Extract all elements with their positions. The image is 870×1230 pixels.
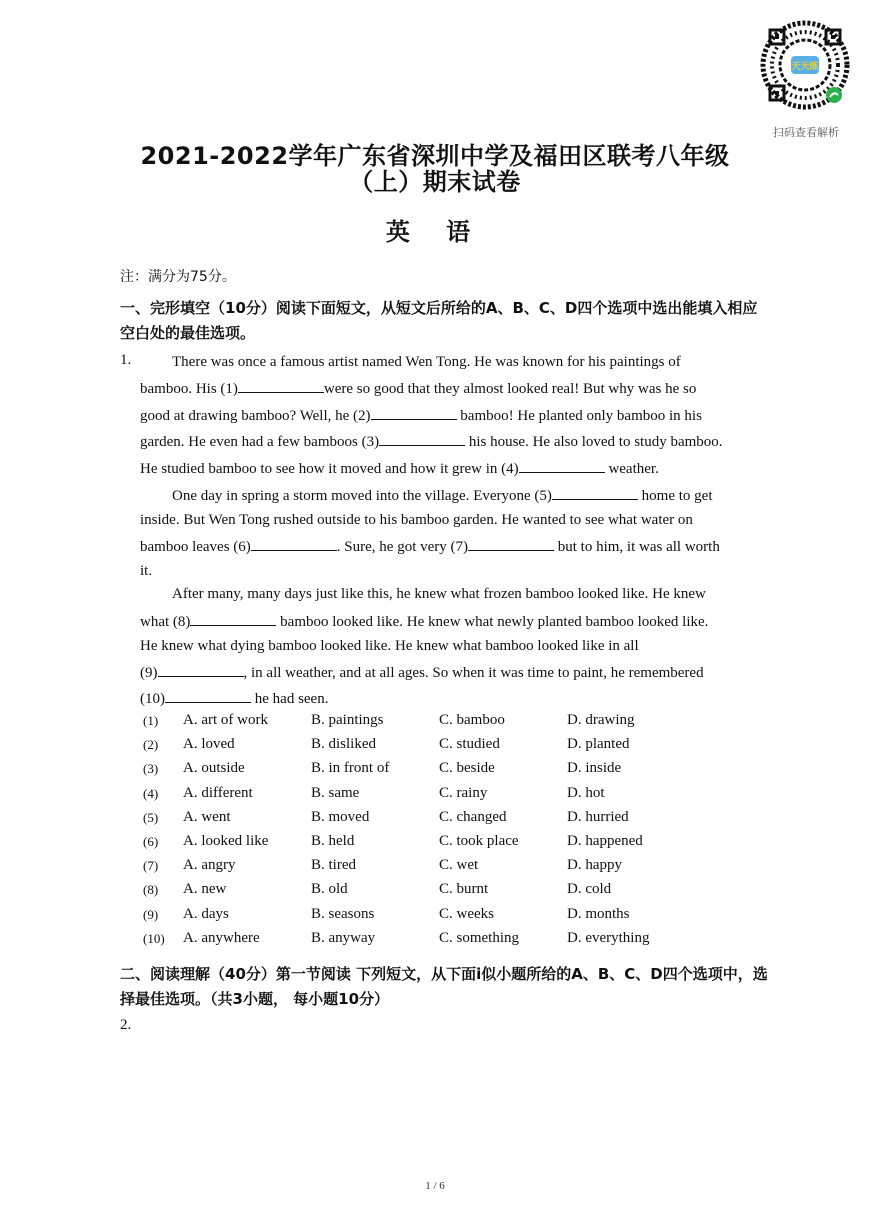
passage-text: were so good that they almost looked real! But why was he so bbox=[323, 381, 697, 397]
subject-title: 英 语 bbox=[385, 218, 485, 246]
passage-text: bamboo leaves (6) bbox=[140, 539, 251, 555]
option-b[interactable]: B. tired bbox=[311, 857, 356, 873]
option-c[interactable]: C. rainy bbox=[439, 785, 488, 801]
option-number: (10) bbox=[143, 931, 165, 946]
passage-line bbox=[172, 485, 713, 506]
passage-text: inside. But Wen Tong rushed outside to his bamboo garden. He wanted to see what water on bbox=[140, 512, 693, 528]
passage-line bbox=[140, 431, 723, 452]
option-number: (9) bbox=[143, 907, 159, 922]
passage-line bbox=[140, 611, 708, 632]
passage-text: He knew what dying bamboo looked like. He knew what bamboo looked like in all bbox=[140, 638, 639, 654]
passage-text: what (8) bbox=[140, 614, 191, 630]
option-c[interactable]: C. burnt bbox=[439, 881, 489, 897]
mini-program-icon bbox=[826, 87, 842, 103]
answer-blank[interactable] bbox=[190, 611, 276, 626]
option-b[interactable]: B. anyway bbox=[311, 930, 376, 946]
passage-text: he had seen. bbox=[251, 691, 329, 707]
passage-text: garden. He even had a few bamboos (3) bbox=[140, 434, 380, 450]
option-a[interactable]: A. outside bbox=[183, 760, 245, 776]
option-a[interactable]: A. loved bbox=[183, 736, 235, 752]
qr-logo-text: 天天练 bbox=[791, 62, 819, 72]
option-number: (6) bbox=[143, 834, 159, 849]
option-c[interactable]: C. bamboo bbox=[439, 712, 505, 728]
option-d[interactable]: D. inside bbox=[567, 760, 622, 776]
option-c[interactable]: C. weeks bbox=[439, 906, 494, 922]
option-a[interactable]: A. different bbox=[183, 785, 253, 801]
passage-text: After many, many days just like this, he knew what frozen bamboo looked like. He knew bbox=[172, 586, 706, 602]
passage-line bbox=[140, 458, 659, 479]
option-b[interactable]: B. same bbox=[311, 785, 360, 801]
passage-text: it. bbox=[140, 563, 153, 579]
answer-blank[interactable] bbox=[251, 536, 337, 551]
passage-line bbox=[140, 662, 704, 683]
option-a[interactable]: A. art of work bbox=[183, 712, 268, 728]
passage-text: good at drawing bamboo? Well, he (2) bbox=[140, 408, 371, 424]
option-row bbox=[143, 785, 763, 807]
option-a[interactable]: A. anywhere bbox=[183, 930, 260, 946]
option-number: (5) bbox=[143, 810, 159, 825]
page-indicator: 1 / 6 bbox=[425, 1180, 445, 1192]
passage-line bbox=[140, 636, 639, 656]
option-a[interactable]: A. went bbox=[183, 809, 231, 825]
section1-heading: 一、完形填空（10分）阅读下面短文，从短文后所给的A、B、C、D四个选项中选出能填入相应空白处的最佳选项。 bbox=[120, 299, 758, 342]
question-number: 1. bbox=[120, 352, 132, 368]
answer-blank[interactable] bbox=[371, 405, 457, 420]
passage-text: bamboo looked like. He knew what newly planted bamboo looked like. bbox=[276, 614, 709, 630]
passage-text: , in all weather, and at all ages. So when it was time to paint, he remembered bbox=[243, 665, 704, 681]
option-row bbox=[143, 833, 763, 855]
option-d[interactable]: D. happened bbox=[567, 833, 643, 849]
option-a[interactable]: A. new bbox=[183, 881, 227, 897]
option-d[interactable]: D. cold bbox=[567, 881, 612, 897]
option-c[interactable]: C. took place bbox=[439, 833, 519, 849]
passage-text: (10) bbox=[140, 691, 165, 707]
passage-text: He studied bamboo to see how it moved and how it grew in (4) bbox=[140, 461, 519, 477]
qr-caption: 扫码查看解析 bbox=[773, 126, 839, 139]
passage-text: (9) bbox=[140, 665, 158, 681]
passage-line bbox=[172, 584, 706, 604]
option-number: (8) bbox=[143, 882, 159, 897]
option-a[interactable]: A. days bbox=[183, 906, 229, 922]
passage-text: There was once a famous artist named Wen Tong. He was known for his paintings of bbox=[172, 354, 681, 370]
passage-line bbox=[140, 405, 702, 426]
option-b[interactable]: B. held bbox=[311, 833, 355, 849]
passage-text: One day in spring a storm moved into the village. Everyone (5) bbox=[172, 488, 552, 504]
passage-text: bamboo. His (1) bbox=[140, 381, 238, 397]
score-note: 注：满分为75分。 bbox=[120, 269, 236, 285]
option-b[interactable]: B. seasons bbox=[311, 906, 375, 922]
option-c[interactable]: C. something bbox=[439, 930, 520, 946]
passage-text: but to him, it was all worth bbox=[554, 539, 720, 555]
option-b[interactable]: B. disliked bbox=[311, 736, 377, 752]
option-d[interactable]: D. drawing bbox=[567, 712, 635, 728]
answer-blank[interactable] bbox=[519, 458, 605, 473]
passage-text: weather. bbox=[604, 461, 659, 477]
option-row bbox=[143, 857, 763, 879]
answer-blank[interactable] bbox=[552, 485, 638, 500]
option-c[interactable]: C. studied bbox=[439, 736, 500, 752]
option-b[interactable]: B. old bbox=[311, 881, 348, 897]
answer-blank[interactable] bbox=[158, 662, 244, 677]
option-row bbox=[143, 760, 763, 782]
passage-line bbox=[140, 536, 720, 557]
answer-blank[interactable] bbox=[165, 688, 251, 703]
option-number: (4) bbox=[143, 786, 159, 801]
option-d[interactable]: D. months bbox=[567, 906, 630, 922]
passage-line bbox=[140, 378, 696, 399]
passage-line bbox=[140, 688, 328, 709]
option-b[interactable]: B. in front of bbox=[311, 760, 390, 776]
option-row bbox=[143, 809, 763, 831]
option-a[interactable]: A. looked like bbox=[183, 833, 269, 849]
option-d[interactable]: D. planted bbox=[567, 736, 630, 752]
option-a[interactable]: A. angry bbox=[183, 857, 236, 873]
option-row bbox=[143, 736, 763, 758]
option-row bbox=[143, 906, 763, 928]
passage-line bbox=[140, 510, 693, 530]
section2-heading: 二、阅读理解（40分）第一节阅读 下列短文，从下面i似小题所给的A、B、C、D四个选项中，选择最佳选项。（共3小题， 每小题10分） bbox=[120, 965, 768, 1008]
passage-text: his house. He also loved to study bamboo. bbox=[465, 434, 723, 450]
option-number: (7) bbox=[143, 858, 159, 873]
option-d[interactable]: D. everything bbox=[567, 930, 650, 946]
option-d[interactable]: D. hurried bbox=[567, 809, 629, 825]
option-number: (2) bbox=[143, 737, 159, 752]
option-d[interactable]: D. happy bbox=[567, 857, 622, 873]
option-number: (3) bbox=[143, 761, 159, 776]
option-row bbox=[143, 712, 763, 734]
passage-line bbox=[172, 352, 681, 372]
exam-title-line1: 2021-2022学年广东省深圳中学及福田区联考八年级 bbox=[140, 142, 730, 170]
option-c[interactable]: C. wet bbox=[439, 857, 479, 873]
passage-text: home to get bbox=[637, 488, 713, 504]
passage-text: . Sure, he got very (7) bbox=[336, 539, 469, 555]
option-c[interactable]: C. changed bbox=[439, 809, 507, 825]
answer-blank[interactable] bbox=[238, 378, 324, 393]
option-number: (1) bbox=[143, 713, 159, 728]
option-c[interactable]: C. beside bbox=[439, 760, 495, 776]
option-row bbox=[143, 881, 763, 903]
answer-blank[interactable] bbox=[468, 536, 554, 551]
exam-title-line2: （上）期末试卷 bbox=[349, 168, 521, 196]
option-b[interactable]: B. paintings bbox=[311, 712, 384, 728]
option-row bbox=[143, 930, 763, 952]
qr-code[interactable] bbox=[760, 20, 850, 110]
passage-text: bamboo! He planted only bamboo in his bbox=[456, 408, 702, 424]
passage-line bbox=[140, 561, 152, 581]
option-d[interactable]: D. hot bbox=[567, 785, 605, 801]
question-number: 2. bbox=[120, 1017, 132, 1033]
option-b[interactable]: B. moved bbox=[311, 809, 370, 825]
answer-blank[interactable] bbox=[379, 431, 465, 446]
